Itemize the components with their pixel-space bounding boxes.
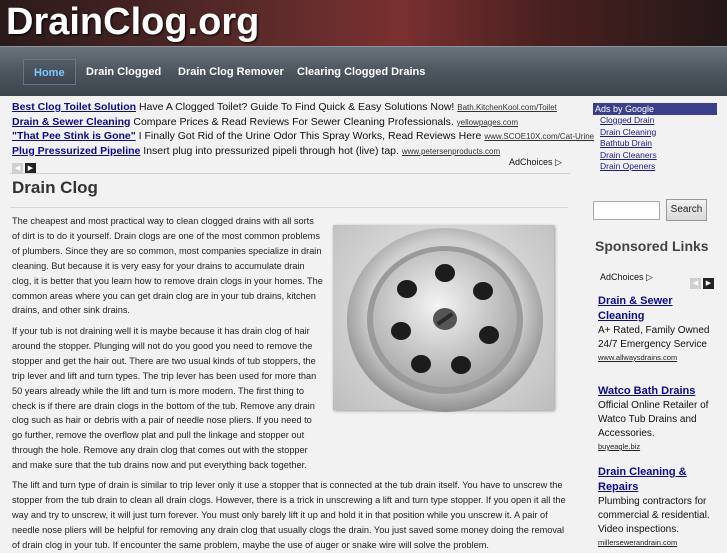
chevron-right-icon[interactable]: ▶ [25, 163, 36, 174]
page-title: Drain Clog [12, 178, 98, 197]
adchoices-side-icon: ▷ [646, 272, 653, 282]
nav-drain-clog-remover[interactable]: Drain Clog Remover [178, 66, 284, 78]
top-ad-1-desc: Have A Clogged Toilet? Guide To Find Quick & Easy Solutions Now! [136, 101, 458, 113]
top-ad-3-url[interactable]: www.SCOE10X.com/Cat-Urine [484, 132, 595, 141]
top-ad-2-url[interactable]: yellowpages.com [456, 117, 519, 127]
top-ad-1[interactable] [12, 100, 572, 114]
article-paragraph-3: The lift and turn type of drain is similar to trip lever only it use a stopper that is connected at the tub drain itself. You have to unscrew the stopper from the tub drain to clean all drain clogs. However, there is a trick in unscrewing a lift and turn type stopper. If you open it all the way and try to unscrew, it will just turn forever. You must only barely lift it up and hold it in that position while you unscrew it. A pair of needle nose pliers will be helpful for removing any drain clog that usually clogs the drain. You just saved some money doing the removal of drain clog in your tub. If encounter the same problem, maybe the use of auger or snake wire will solve the problem. [12, 480, 566, 550]
sponsored-ad-3-url[interactable]: millersewerandrain.com [598, 538, 678, 547]
top-ad-3[interactable] [12, 129, 595, 143]
divider [10, 173, 570, 174]
top-ad-2-title[interactable]: Drain & Sewer Cleaning [12, 115, 131, 128]
chevron-right-icon[interactable]: ▶ [703, 278, 714, 289]
top-ad-1-title[interactable]: Best Clog Toilet Solution [12, 101, 137, 113]
sponsored-ad-1-title[interactable]: Drain & Sewer Cleaning [598, 295, 673, 322]
sidebar-link-bathtub-drain[interactable]: Bathtub Drain [600, 138, 652, 148]
chevron-left-icon[interactable]: ◀ [12, 163, 23, 174]
nav-clearing-clogged-drains[interactable]: Clearing Clogged Drains [297, 66, 426, 78]
adchoices-icon: ▷ [555, 157, 562, 167]
site-header [0, 0, 727, 46]
adchoices-top[interactable] [509, 157, 562, 168]
adchoices-label: AdChoices [509, 157, 553, 167]
sponsored-ad-2-url[interactable]: buyeagle.biz [598, 442, 641, 451]
top-ad-3-title[interactable]: "That Pee Stink is Gone" [12, 130, 136, 142]
site-title[interactable]: DrainClog.org [6, 1, 260, 43]
nav-home[interactable]: Home [23, 59, 76, 85]
sidebar-link-unit [593, 103, 717, 173]
top-ad-unit [12, 100, 595, 158]
search-input[interactable] [593, 201, 660, 220]
adchoices-side[interactable] [600, 272, 653, 283]
drain-photo [333, 225, 554, 410]
sidebar-link-drain-cleaners[interactable]: Drain Cleaners [600, 149, 657, 160]
top-ad-4[interactable] [12, 144, 572, 158]
ads-by-google-header[interactable]: Ads by Google [593, 103, 717, 115]
sidebar-link-drain-openers[interactable]: Drain Openers [600, 161, 656, 171]
adchoices-side-label: AdChoices [600, 272, 644, 282]
top-ad-4-title[interactable]: Plug Pressurized Pipeline [12, 144, 141, 157]
top-ad-2-desc: Compare Prices & Read Reviews For Sewer Cleaning Professionals. [130, 115, 457, 128]
sponsored-ad-3-desc: Plumbing contractors for commercial & residential. Video inspections. [598, 496, 710, 535]
sidebar-link-clogged-drain[interactable]: Clogged Drain [600, 115, 655, 125]
search-button[interactable]: Search [666, 199, 707, 221]
nav-drain-clogged[interactable]: Drain Clogged [86, 66, 162, 78]
sponsored-ad-3-title[interactable]: Drain Cleaning & Repairs [598, 466, 687, 493]
article-paragraph-1: The cheapest and most practical way to clean clogged drains with all sorts of dirt is to do it yourself. Drain clogs are one of the most common problems of plumbers. Since they are so common, most companies specialize in drain cleaning. But because it is very easy for your drains to accumulate drain clog, it is better that you learn how to remove drain clogs in your homes. The common areas where you can get drain clog are in your tub drains, kitchen drains, and other sink drains. [12, 216, 323, 316]
top-ad-2[interactable] [12, 115, 572, 129]
sponsored-links-title: Sponsored Links [595, 238, 709, 254]
top-ad-3-desc: I Finally Got Rid of the Urine Odor This Spray Works, Read Reviews Here [135, 130, 485, 142]
main-navbar [0, 46, 727, 96]
sponsored-ad-2-desc: Official Online Retailer of Watco Tub Drains and Accessories. [598, 400, 709, 439]
heading-divider [10, 207, 568, 208]
top-ad-4-url[interactable]: www.petersenproducts.com [401, 146, 501, 156]
sponsored-ad-1[interactable] [598, 294, 718, 363]
sponsored-ad-1-desc: A+ Rated, Family Owned 24/7 Emergency Service [598, 325, 710, 350]
top-ad-4-desc: Insert plug into pressurized pipeli through hot (live) tap. [140, 144, 402, 157]
top-ad-1-url[interactable]: Bath.KitchenKool.com/Toilet [457, 103, 557, 112]
drain-illustration [333, 225, 554, 410]
sponsored-ad-3[interactable] [598, 465, 718, 548]
article-paragraph-2: If your tub is not draining well it is maybe because it has drain clog of hair around the stopper. Plunging will not do you good you need to remove the stopper and get the hair out. There are two usual kinds of tub stoppers, the trip lever and lift and turn types. The trip lever has been used for more than 50 years already while the lift and turn is more modern. The first thing to check is if there are drain clogs in the bottom of the tub. Remove any drain clog such as hair or debris with a pair of needle nose pliers. If you need to go further, remove the overflow plat and pull the linkage and stopper out through the hole. Remove any drain clog that comes out with the stopper and make sure that the tub drains now and put everything back together. [12, 326, 317, 471]
sidebar-link-drain-cleaning[interactable]: Drain Cleaning [600, 126, 657, 137]
chevron-left-icon[interactable]: ◀ [690, 278, 701, 289]
side-ad-arrows [690, 272, 716, 290]
sponsored-ad-1-url[interactable]: www.allwaysdrains.com [598, 353, 678, 362]
sponsored-ad-2-title[interactable]: Watco Bath Drains [598, 385, 696, 397]
sponsored-ad-2[interactable] [598, 384, 718, 452]
